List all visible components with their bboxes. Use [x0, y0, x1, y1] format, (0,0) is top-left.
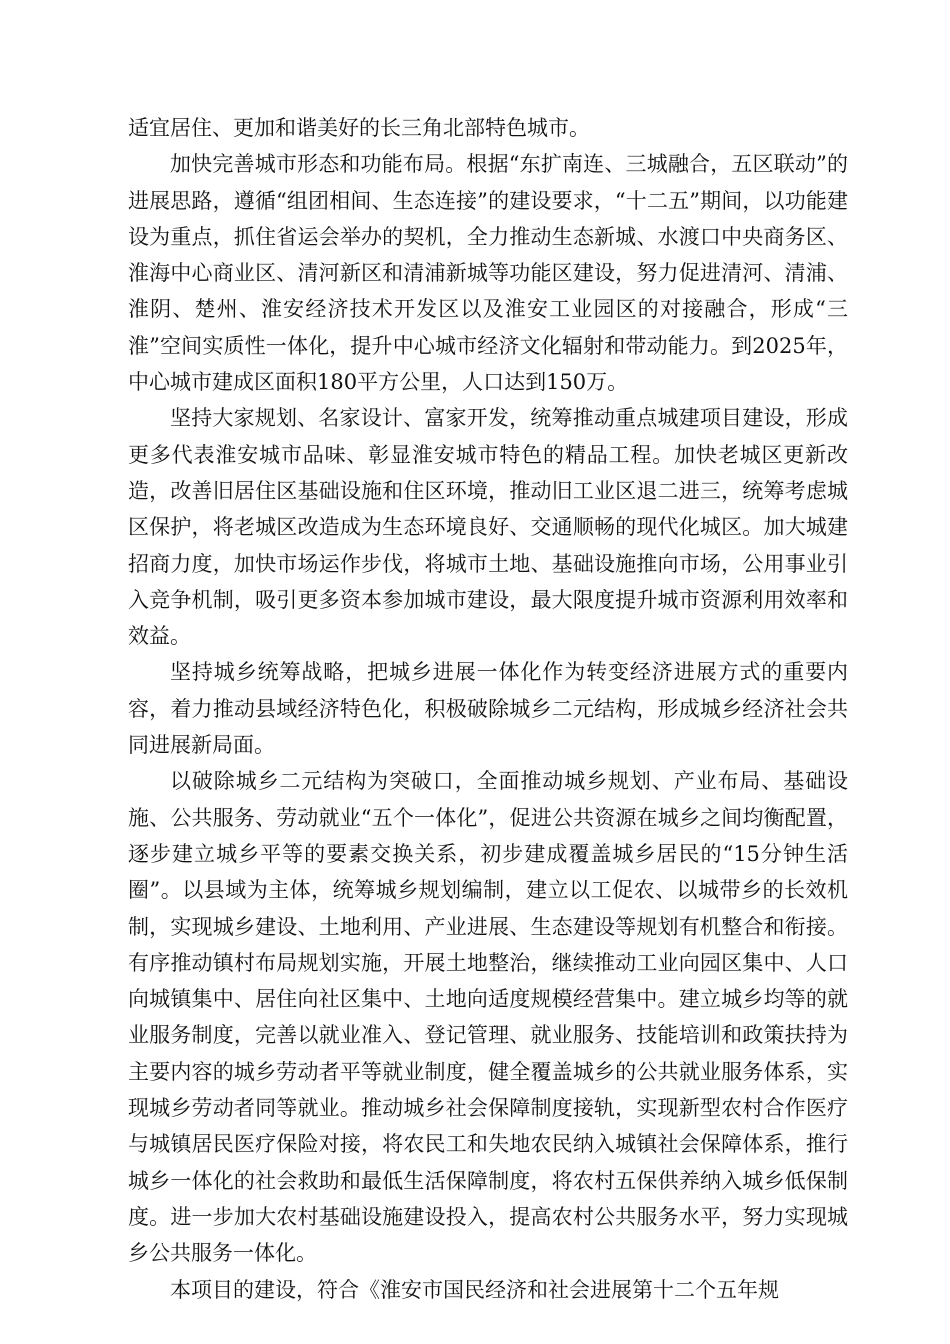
paragraph-urban-rural-integration: 以破除城乡二元结构为突破口，全面推动城乡规划、产业布局、基础设施、公共服务、劳动就业“五个一体化”，促进公共资源在城乡之间均衡配置，逐步建立城乡平等的要素交换关系，初步建成覆盖城乡居民的“15分钟生活圈”。以县域为主体，统筹城乡规划编制，建立以工促农、以城带乡的长效机制，实现城乡建设、土地利用、产业进展、生态建设等规划有机整合和衔接。有序推动镇村布局规划实施，开展土地整治，继续推动工业向园区集中、人口向城镇集中、居住向社区集中、土地向适度规模经营集中。建立城乡均等的就业服务制度，完善以就业准入、登记管理、就业服务、技能培训和政策扶持为主要内容的城乡劳动者平等就业制度，健全覆盖城乡的公共就业服务体系，实现城乡劳动者同等就业。推动城乡社会保障制度接轨，实现新型农村合作医疗与城镇居民医疗保险对接，将农民工和失地农民纳入城镇社会保障体系，推行城乡一体化的社会救助和最低生活保障制度，将农村五保供养纳入城乡低保制度。进一步加大农村基础设施建设投入，提高农村公共服务水平，努力实现城乡公共服务一体化。 [128, 769, 848, 1266]
paragraph-urban-rural-strategy: 坚持城乡统筹战略，把城乡进展一体化作为转变经济进展方式的重要内容，着力推动县域经济特色化，积极破除城乡二元结构，形成城乡经济社会共同进展新局面。 [128, 660, 848, 758]
document-page [128, 110, 848, 1308]
paragraph-urban-construction: 坚持大家规划、名家设计、富家开发，统筹推动重点城建项目建设，形成更多代表淮安城市品味、彰显淮安城市特色的精品工程。加快老城区更新改造，改善旧居住区基础设施和住区环境，推动旧工业区退二进三，统筹考虑城区保护，将老城区改造成为生态环境良好、交通顺畅的现代化城区。加大城建招商力度，加快市场运作步伐，将城市土地、基础设施推向市场，公用事业引入竞争机制，吸引更多资本参加城市建设，最大限度提升城市资源利用效率和效益。 [128, 406, 848, 649]
paragraph-urban-layout: 加快完善城市形态和功能布局。根据“东扩南连、三城融合，五区联动”的进展思路，遵循“组团相间、生态连接”的建设要求，“十二五”期间，以功能建设为重点，抓住省运会举办的契机，全力推动生态新城、水渡口中央商务区、淮海中心商业区、清河新区和清浦新城等功能区建设，努力促进清河、清浦、淮阴、楚州、淮安经济技术开发区以及淮安工业园区的对接融合，形成“三淮”空间实质性一体化，提升中心城市经济文化辐射和带动能力。到2025年，中心城市建成区面积180平方公里，人口达到150万。 [128, 152, 848, 395]
paragraph-project-conformity: 本项目的建设，符合《淮安市国民经济和社会进展第十二个五年规 [170, 1277, 779, 1302]
paragraph-continuation: 适宜居住、更加和谐美好的长三角北部特色城市。 [128, 116, 590, 140]
